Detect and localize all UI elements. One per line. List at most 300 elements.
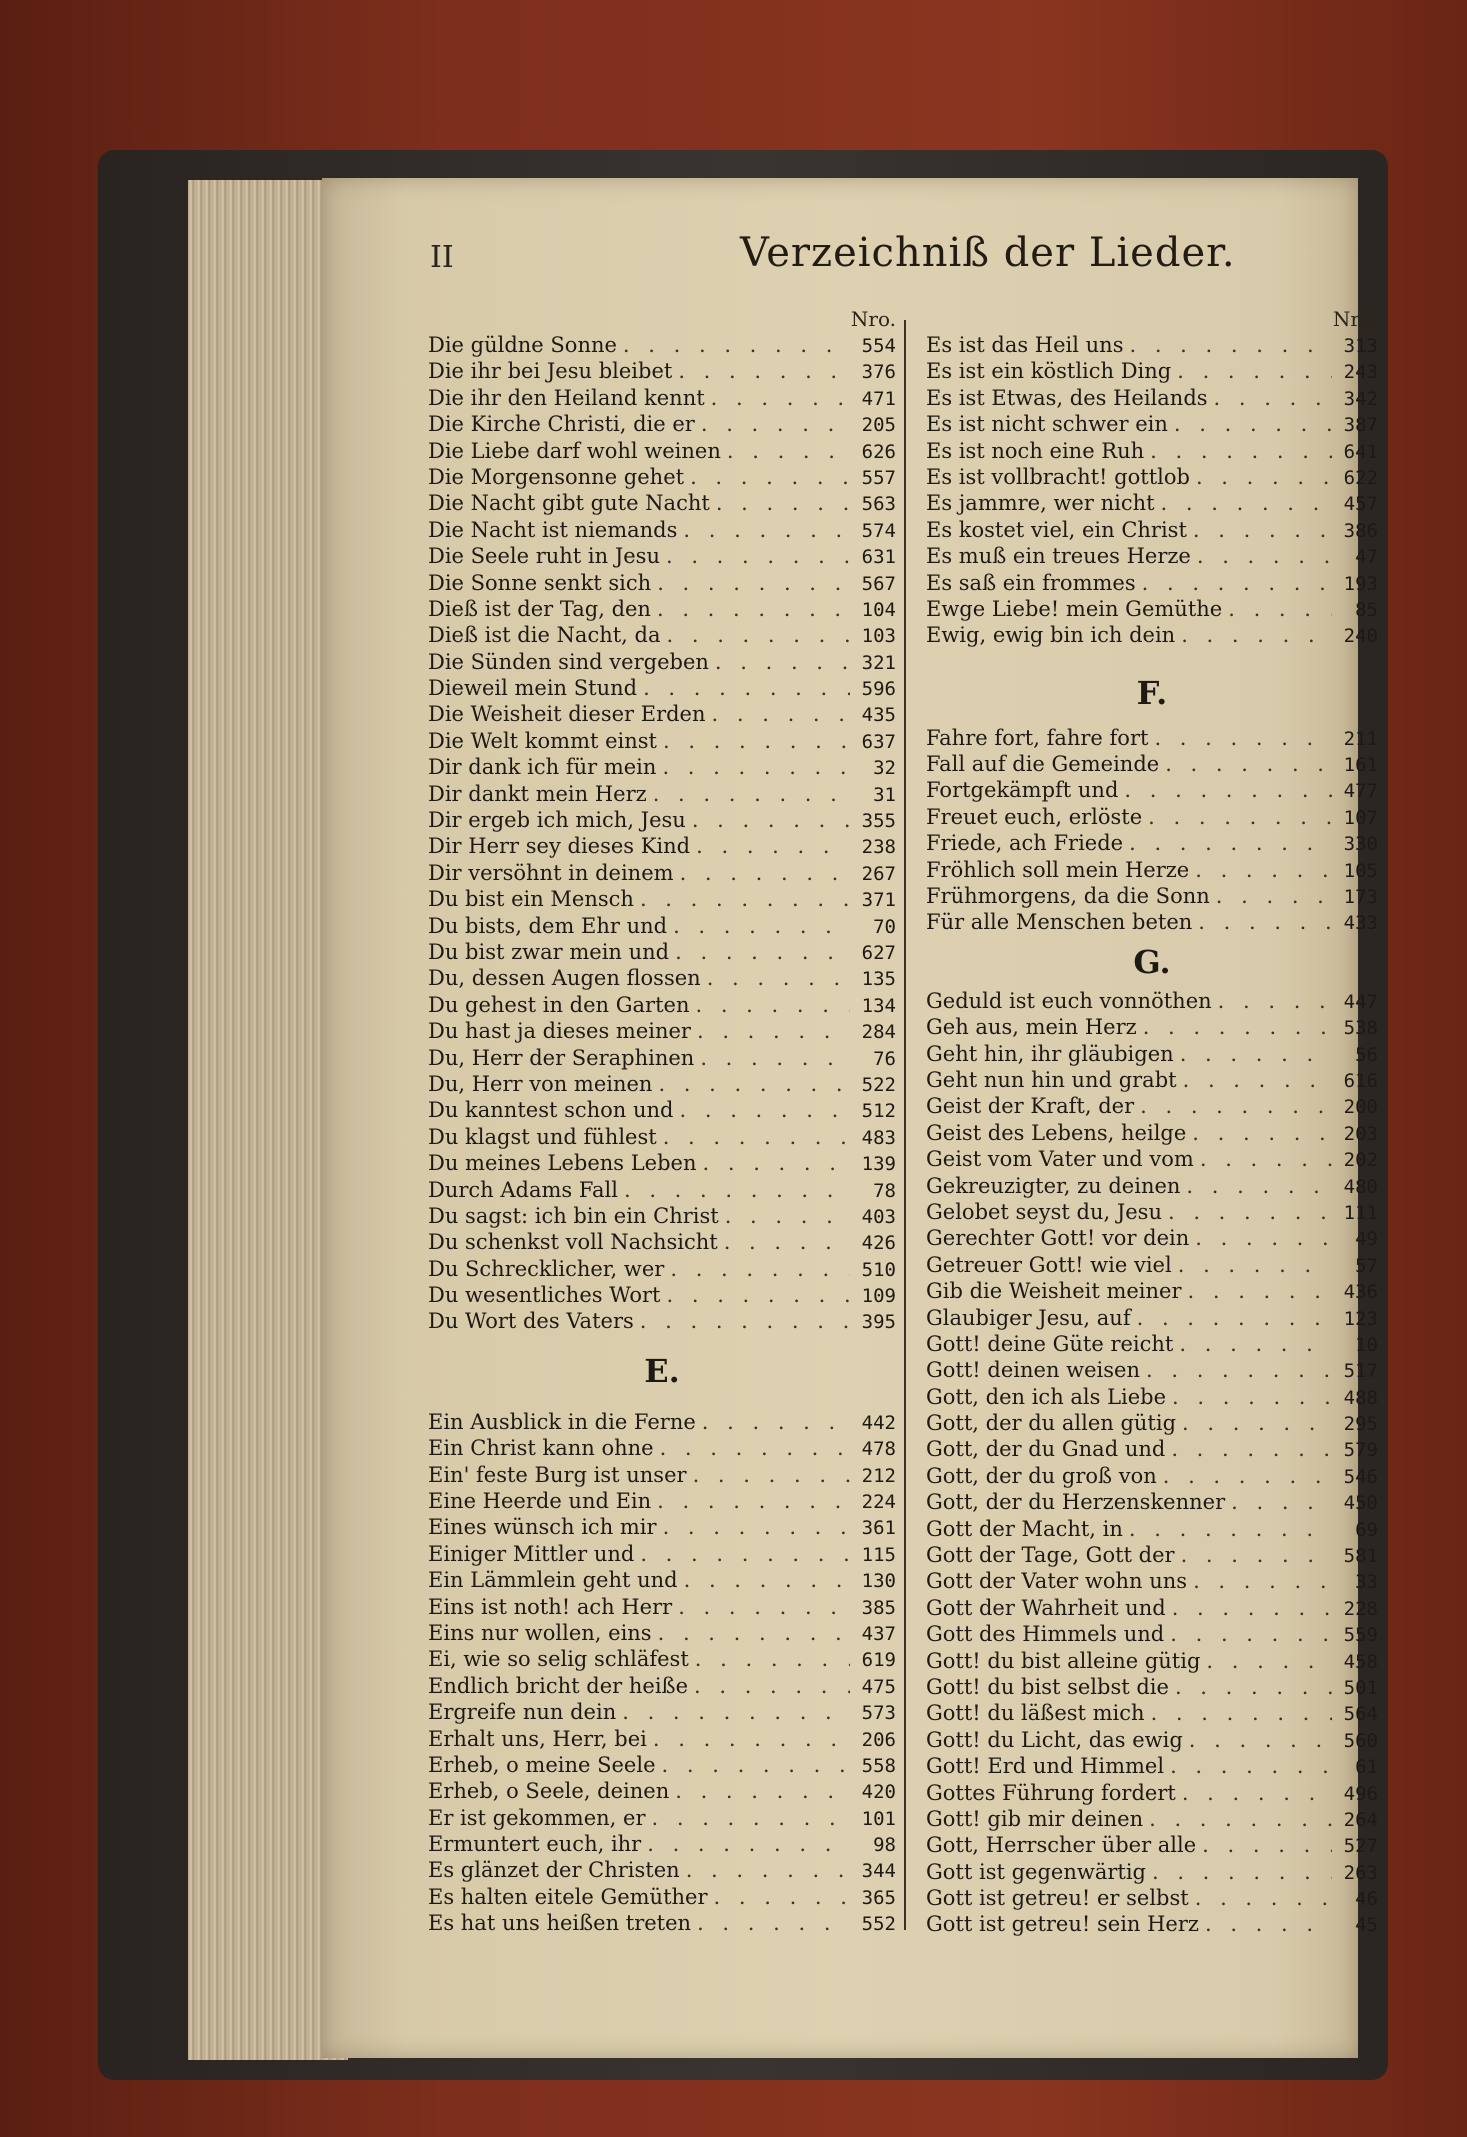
index-entry [926,1173,1378,1199]
leader-dots [677,517,850,543]
entry-number: 387 [1343,414,1378,437]
index-entry [428,1308,896,1334]
entry-title: Gott, der du allen gütig [926,1411,1177,1436]
entry-number: 342 [1343,387,1378,410]
entry-title: Gott! deinen weisen [926,1358,1140,1383]
index-entry [428,1778,896,1804]
leader-dots [674,1097,851,1123]
index-entry [926,622,1378,648]
entry-number: 517 [1343,1360,1378,1383]
entry-title: Endlich bricht der heiße [428,1673,688,1698]
entry-number: 103 [861,625,896,648]
entry-title: Gott, den ich als Liebe [926,1384,1167,1409]
leader-dots [1183,1727,1332,1753]
entry-number: 442 [861,1411,896,1434]
entry-title: Die Welt kommt einst [428,728,657,753]
index-entry [428,860,896,886]
entry-number: 139 [861,1153,896,1176]
entry-number: 200 [1343,1096,1378,1119]
entry-number: 161 [1343,754,1378,777]
leader-dots [1146,1859,1332,1885]
entry-title: Du meines Lebens Leben [428,1151,697,1176]
leader-dots [656,754,850,780]
entry-number: 437 [861,1622,896,1645]
index-entry [428,675,896,701]
index-entry [926,1041,1378,1067]
index-entry [926,438,1378,464]
entry-number: 376 [861,361,896,384]
index-entry [428,464,896,490]
leader-dots [1189,1885,1332,1911]
index-entry [926,1806,1378,1832]
index-entry [428,1594,896,1620]
leader-dots [657,1124,850,1150]
entry-number: 243 [1343,361,1378,384]
index-entry [428,1567,896,1593]
entry-title: Die Weisheit dieser Erden [428,702,706,727]
index-entry [428,438,896,464]
leader-dots [706,701,850,727]
index-entry [428,1646,896,1672]
entry-title: Es ist das Heil uns [926,333,1124,357]
index-entry [428,1752,896,1778]
entry-number: 564 [1343,1703,1378,1726]
index-entry [428,939,896,965]
entry-number: 435 [861,704,896,727]
index-entry [428,1541,896,1567]
leader-dots [647,781,850,807]
leader-dots [1157,1463,1332,1489]
entry-title: Fortgekämpft und [926,778,1119,803]
entry-title: Eins nur wollen, eins [428,1620,652,1645]
entry-title: Dieß ist die Nacht, da [428,623,661,648]
entry-number: 478 [861,1438,896,1461]
leader-dots [1186,1120,1332,1146]
index-entry [926,517,1378,543]
entry-title: Gott, der du Herzenskenner [926,1490,1226,1515]
leader-dots [708,1884,850,1910]
entry-number: 457 [1343,493,1378,516]
leader-dots [691,1018,850,1044]
entry-title: Du wesentliches Wort [428,1283,661,1308]
entry-number: 475 [861,1675,896,1698]
entry-number: 522 [861,1073,896,1096]
index-entry [428,1435,896,1461]
index-entry [428,1045,896,1071]
leader-dots [1165,1436,1332,1462]
index-entry [926,464,1378,490]
index-entry [428,517,896,543]
entry-title: Du bist zwar mein und [428,939,670,964]
entry-number: 284 [861,1021,896,1044]
entry-title: Fahre fort, fahre fort [926,725,1149,750]
entry-number: 49 [1355,1228,1378,1251]
index-entry [926,725,1378,751]
entry-number: 32 [873,757,896,780]
index-entry [926,1648,1378,1674]
entry-title: Es muß ein treues Herze [926,544,1191,569]
leader-dots [1176,1780,1332,1806]
entry-list-e [428,1409,896,1937]
leader-dots [1182,1278,1333,1304]
entry-title: Frühmorgens, da die Sonn [926,884,1210,909]
leader-dots [1176,1410,1332,1436]
leader-dots [696,1409,850,1435]
entry-number: 224 [861,1491,896,1514]
entry-title: Gott, Herrscher über alle [926,1833,1197,1858]
entry-number: 557 [861,466,896,489]
index-entry [926,1700,1378,1726]
leader-dots [672,358,850,384]
leader-dots [651,1488,850,1514]
entry-title: Glaubiger Jesu, auf [926,1305,1131,1330]
entry-title: Die Kirche Christi, die er [428,412,695,437]
entry-number: 115 [861,1543,896,1566]
entry-number: 107 [1343,806,1378,829]
index-entry [428,701,896,727]
index-entry [926,909,1378,935]
index-entry [926,385,1378,411]
index-entry [428,1124,896,1150]
entry-title: Erheb, o meine Seele [428,1752,656,1777]
index-entry [428,1857,896,1883]
leader-dots [1194,1146,1332,1172]
leader-dots [661,622,851,648]
leader-dots [667,913,850,939]
leader-dots [1173,1331,1332,1357]
index-entry [926,1911,1378,1937]
leader-dots [1177,1067,1332,1093]
entry-number: 622 [1343,466,1378,489]
entry-number: 616 [1343,1069,1378,1092]
leader-dots [710,490,850,516]
index-entry [428,385,896,411]
leader-dots [661,1282,851,1308]
leader-dots [1134,1093,1332,1119]
index-entry [926,1542,1378,1568]
entry-number: 552 [861,1913,896,1936]
entry-number: 496 [1343,1782,1378,1805]
entry-title: Du bists, dem Ehr und [428,913,668,938]
entry-number: 69 [1355,1518,1378,1541]
entry-title: Die Liebe darf wohl weinen [428,438,721,463]
index-entry [428,1514,896,1540]
entry-title: Gott des Himmels und [926,1622,1165,1647]
entry-number: 447 [1343,990,1378,1013]
leader-dots [1189,857,1332,883]
entry-number: 488 [1343,1386,1378,1409]
entry-number: 631 [861,546,896,569]
index-entry [926,1568,1378,1594]
entry-title: Gott, der du Gnad und [926,1437,1166,1462]
leader-dots [1192,909,1332,935]
entry-number: 558 [861,1754,896,1777]
index-entry [926,411,1378,437]
leader-dots [694,1045,850,1071]
leader-dots [1123,332,1332,358]
entry-number: 33 [1355,1571,1378,1594]
leader-dots [718,1229,850,1255]
entry-list-es [926,332,1378,649]
section-letter-f: F. [1136,673,1168,712]
leader-dots [651,596,850,622]
index-entry [926,1489,1378,1515]
entry-number: 579 [1343,1439,1378,1462]
index-entry [926,1727,1378,1753]
leader-dots [616,1699,850,1725]
index-entry [428,1229,896,1255]
index-entry [428,1097,896,1123]
entry-title: Gott! du bist alleine gütig [926,1648,1201,1673]
index-entry [926,1093,1378,1119]
leader-dots [1166,1384,1332,1410]
entry-number: 371 [861,889,896,912]
leader-dots [684,464,850,490]
leader-dots [719,1203,850,1229]
index-entry [428,1256,896,1282]
entry-number: 85 [1355,598,1378,621]
entry-number: 386 [1343,519,1378,542]
index-entry [926,1410,1378,1436]
entry-number: 330 [1343,833,1378,856]
index-entry [926,596,1378,622]
entry-number: 637 [861,730,896,753]
entry-title: Du Wort des Vaters [428,1309,634,1334]
index-entry [428,1488,896,1514]
entry-number: 365 [861,1886,896,1909]
entry-title: Es ist noch eine Ruh [926,438,1145,463]
entry-number: 267 [861,862,896,885]
entry-number: 238 [861,836,896,859]
leader-dots [1140,1357,1332,1383]
leader-dots [618,1177,850,1203]
index-entry [428,1071,896,1097]
right-column [926,306,1378,1938]
entry-number: 61 [1355,1756,1378,1779]
leader-dots [690,833,850,859]
index-entry [926,1885,1378,1911]
leader-dots [617,332,850,358]
index-entry [428,649,896,675]
entry-title: Erheb, o Seele, deinen [428,1779,670,1804]
index-entry [428,1620,896,1646]
index-entry [926,1199,1378,1225]
index-entry [926,1014,1378,1040]
entry-number: 560 [1343,1729,1378,1752]
index-entry [428,754,896,780]
entry-number: 130 [861,1570,896,1593]
index-entry [428,833,896,859]
section-letter-g: G. [1133,942,1171,981]
entry-number: 76 [873,1047,896,1070]
index-entry [428,411,896,437]
index-entry [926,804,1378,830]
index-entry [428,358,896,384]
index-entry [428,596,896,622]
entry-number: 123 [1343,1307,1378,1330]
entry-title: Du sagst: ich bin ein Christ [428,1203,719,1228]
entry-number: 436 [1343,1281,1378,1304]
entry-title: Einiger Mittler und [428,1541,635,1566]
index-entry [428,490,896,516]
entry-title: Die Sünden sind vergeben [428,649,709,674]
index-entry [428,1884,896,1910]
entry-number: 111 [1343,1201,1378,1224]
entry-number: 263 [1343,1861,1378,1884]
left-column [428,306,896,1937]
entry-title: Dir ergeb ich mich, Jesu [428,808,686,833]
leader-dots [688,1673,850,1699]
entry-title: Gelobet seyst du, Jesu [926,1199,1162,1224]
entry-number: 240 [1343,625,1378,648]
entry-title: Dir versöhnt in deinem [428,860,674,885]
entry-title: Fall auf die Gemeinde [926,752,1160,777]
index-entry [428,1462,896,1488]
entry-number: 385 [861,1596,896,1619]
leader-dots [1136,570,1332,596]
entry-number: 567 [861,572,896,595]
entry-number: 313 [1343,335,1378,357]
entry-title: Es saß ein frommes [926,570,1136,595]
entry-title: Eines wünsch ich mir [428,1515,657,1540]
leader-dots [674,860,850,886]
entry-number: 355 [861,810,896,833]
leader-dots [1131,1305,1332,1331]
index-entry [926,358,1378,384]
nro-label: Nro. [1332,307,1378,331]
entry-title: Geht hin, ihr gläubigen [926,1041,1174,1066]
entry-title: Du kanntest schon und [428,1098,674,1123]
entry-title: Dir dankt mein Herz [428,781,647,806]
entry-title: Gekreuzigter, zu deinen [926,1173,1181,1198]
entry-title: Die ihr bei Jesu bleibet [428,359,673,384]
entry-number: 458 [1343,1650,1378,1673]
entry-number: 573 [861,1702,896,1725]
index-entry [428,570,896,596]
leader-dots [652,1620,850,1646]
entry-title: Gott! du bist selbst die [926,1674,1169,1699]
entry-number: 641 [1343,440,1378,463]
entry-number: 211 [1343,727,1378,750]
leader-dots [1164,1621,1332,1647]
leader-dots [1168,411,1332,437]
entry-title: Du, Herr der Seraphinen [428,1045,695,1070]
leader-dots [637,675,850,701]
entry-title: Ein' feste Burg ist unser [428,1462,687,1487]
leader-dots [1208,385,1332,411]
index-entry [926,490,1378,516]
entry-number: 228 [1343,1597,1378,1620]
entry-number: 344 [861,1860,896,1883]
entry-number: 450 [1343,1492,1378,1515]
entry-number: 46 [1355,1888,1378,1911]
entry-title: Geist der Kraft, der [926,1094,1135,1119]
leader-dots [1155,490,1332,516]
entry-number: 403 [861,1205,896,1228]
entry-title: Gott der Wahrheit und [926,1595,1166,1620]
index-entry [926,1357,1378,1383]
index-entry [926,830,1378,856]
entry-title: Gott der Macht, in [926,1516,1123,1541]
leader-dots [689,992,850,1018]
section-letter-e: E. [644,1351,680,1390]
entry-number: 574 [861,519,896,542]
entry-title: Gott der Vater wohn uns [926,1569,1188,1594]
index-entry [428,728,896,754]
entry-number: 104 [861,598,896,621]
leader-dots [664,1256,850,1282]
index-entry [926,1463,1378,1489]
index-entry [428,781,896,807]
entry-title: Du hast ja dieses meiner [428,1019,691,1044]
index-entry [926,1595,1378,1621]
entry-title: Die Morgensonne gehet [428,464,685,489]
leader-dots [634,1541,850,1567]
entry-number: 70 [873,915,896,938]
leader-dots [1142,804,1332,830]
entry-title: Die Nacht ist niemands [428,517,678,542]
index-entry [926,1305,1378,1331]
entry-title: Die güldne Sonne [428,333,617,357]
leader-dots [1144,438,1332,464]
leader-dots [1187,517,1332,543]
leader-dots [1210,883,1332,909]
leader-dots [1162,1199,1332,1225]
entry-list-g [926,988,1378,1938]
index-entry [428,1805,896,1831]
index-entry [926,1674,1378,1700]
leader-dots [652,1071,850,1097]
entry-number: 501 [1343,1676,1378,1699]
entry-title: Es ist nicht schwer ein [926,412,1168,437]
entry-number: 596 [861,678,896,701]
index-entry [926,1225,1378,1251]
leader-dots [641,1831,850,1857]
index-entry [428,1910,896,1936]
page-number: II [430,240,454,275]
leader-dots [1196,1832,1332,1858]
entry-number: 563 [861,493,896,516]
entry-number: 47 [1355,546,1378,569]
entry-title: Es hat uns heißen treten [428,1911,692,1936]
entry-title: Gott! du Licht, das ewig [926,1727,1183,1752]
leader-dots [657,728,850,754]
entry-title: Gott! du läßest mich [926,1701,1145,1726]
index-entry [428,1673,896,1699]
index-entry [428,965,896,991]
leader-dots [1145,1700,1332,1726]
entry-number: 395 [861,1311,896,1334]
entry-number: 538 [1343,1017,1378,1040]
index-entry [926,1516,1378,1542]
entry-title: Es ist ein köstlich Ding [926,359,1172,384]
entry-number: 471 [861,387,896,410]
entry-title: Gib die Weisheit meiner [926,1279,1182,1304]
index-entry [428,622,896,648]
entry-number: 78 [873,1179,896,1202]
leader-dots [1143,1806,1332,1832]
entry-number: 45 [1355,1914,1378,1937]
index-entry [926,988,1378,1014]
leader-dots [656,1752,850,1778]
index-entry [926,332,1378,358]
leader-dots [634,1308,850,1334]
entry-title: Gott ist gegenwärtig [926,1859,1146,1884]
index-entry [926,1067,1378,1093]
leader-dots [672,1594,850,1620]
entry-list-d [428,332,896,1335]
leader-dots [651,570,850,596]
